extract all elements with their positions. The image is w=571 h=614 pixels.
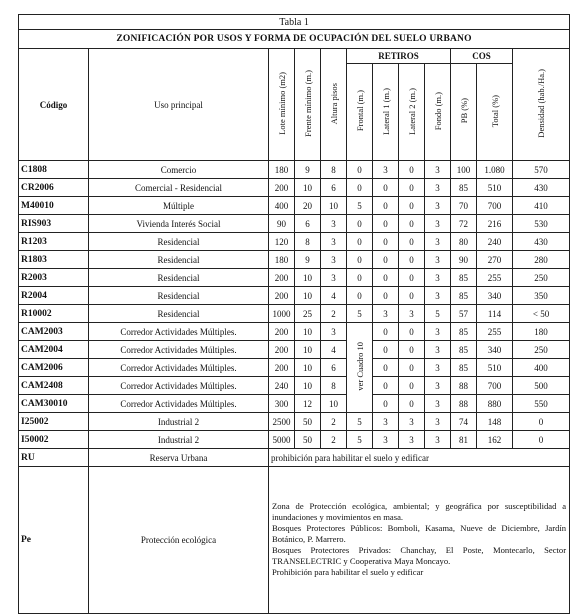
row-pb: 90 [451,251,477,269]
row-frente: 10 [295,269,321,287]
row-total: 340 [477,287,513,305]
row-use: Industrial 2 [89,413,269,431]
row-code: CAM2004 [19,341,89,359]
row-dens: 500 [513,377,570,395]
row-lote: 2500 [269,413,295,431]
row-total: 240 [477,233,513,251]
row-total: 700 [477,197,513,215]
row-code: C1808 [19,161,89,179]
row-frontal: 0 [347,215,373,233]
row-lat1: 0 [373,197,399,215]
row-use: Corredor Actividades Múltiples. [89,323,269,341]
row-lote: 1000 [269,305,295,323]
row-total: 255 [477,323,513,341]
row-lat1: 0 [373,251,399,269]
row-frente: 50 [295,431,321,449]
row-code: R1203 [19,233,89,251]
pe-line: Bosques Protectores Públicos: Bomboli, Kasama, Nueve de Diciembre, Jardín Botánico, P. Marrero. [272,523,567,544]
row-altura: 2 [321,431,347,449]
row-lat1: 0 [373,179,399,197]
row-use: Residencial [89,251,269,269]
row-fondo: 3 [425,431,451,449]
row-altura: 10 [321,395,347,413]
row-lote: 200 [269,359,295,377]
row-frente: 12 [295,395,321,413]
row-use: Residencial [89,269,269,287]
row-pb: 85 [451,341,477,359]
row-pb: 100 [451,161,477,179]
row-use: Múltiple [89,197,269,215]
row-frente: 10 [295,179,321,197]
table-row [19,413,570,431]
row-lat2: 0 [399,179,425,197]
row-pb: 85 [451,269,477,287]
row-code: CR2006 [19,179,89,197]
row-lat2: 0 [399,395,425,413]
pe-description [269,467,570,614]
row-lat2: 0 [399,233,425,251]
row-total: 255 [477,269,513,287]
row-pb: 70 [451,197,477,215]
row-frontal: 5 [347,413,373,431]
row-fondo: 3 [425,377,451,395]
header-densidad: Densidad (hab./Ha.) [536,69,547,138]
row-lote: 300 [269,395,295,413]
row-dens: 350 [513,287,570,305]
row-fondo: 3 [425,269,451,287]
row-pb: 85 [451,179,477,197]
zoning-table [18,14,570,614]
row-frontal: 5 [347,431,373,449]
row-code: CAM30010 [19,395,89,413]
row-frontal: 5 [347,197,373,215]
row-fondo: 3 [425,251,451,269]
row-use: Residencial [89,287,269,305]
row-code: CAM2408 [19,377,89,395]
row-frente: 9 [295,161,321,179]
row-lat2: 0 [399,251,425,269]
row-dens: 0 [513,413,570,431]
row-altura: 3 [321,323,347,341]
row-altura: 8 [321,377,347,395]
header-lateral2: Lateral 2 (m.) [406,87,417,135]
row-lote: 180 [269,161,295,179]
header-lote: Lote mínimo (m2) [276,72,287,135]
table-row [19,161,570,179]
row-lat1: 0 [373,215,399,233]
table-row [19,395,570,413]
header-frontal: Frontal (m.) [354,90,365,132]
table-row [19,179,570,197]
row-lat1: 0 [373,233,399,251]
row-frente: 10 [295,287,321,305]
row-frontal: 0 [347,251,373,269]
row-total: 148 [477,413,513,431]
row-dens: < 50 [513,305,570,323]
row-lat1: 0 [373,341,399,359]
row-frontal: 0 [347,233,373,251]
row-lat1: 0 [373,377,399,395]
row-lat2: 0 [399,377,425,395]
row-dens: 570 [513,161,570,179]
row-altura: 2 [321,305,347,323]
table-title: Tabla 1 [19,15,570,30]
row-dens: 250 [513,341,570,359]
row-use: Vivienda Interés Social [89,215,269,233]
row-lat2: 0 [399,359,425,377]
row-lote: 120 [269,233,295,251]
row-fondo: 3 [425,323,451,341]
row-code: R2004 [19,287,89,305]
table-row [19,233,570,251]
pe-line: Bosques Protectores Privados: Chanchay, El Poste, Montecarlo, Sector TRANSELECTRIC y Cooperativa Maya Moncayo. [272,545,567,566]
row-fondo: 3 [425,287,451,305]
row-total: 880 [477,395,513,413]
row-altura: 6 [321,179,347,197]
row-total: 114 [477,305,513,323]
row-lat2: 0 [399,341,425,359]
row-total: 340 [477,341,513,359]
table-row [19,197,570,215]
row-use: Residencial [89,233,269,251]
table-row [19,251,570,269]
header-lateral1: Lateral 1 (m.) [380,87,391,135]
pe-line: Prohibición para habilitar el suelo y edificar [272,567,424,577]
row-frontal: 0 [347,287,373,305]
row-pb: 57 [451,305,477,323]
row-lat2: 3 [399,431,425,449]
row-pb: 74 [451,413,477,431]
row-use: Comercial - Residencial [89,179,269,197]
table-row [19,359,570,377]
row-code: RIS903 [19,215,89,233]
row-use: Industrial 2 [89,431,269,449]
row-lat2: 3 [399,413,425,431]
row-lat1: 3 [373,305,399,323]
header-fondo: Fondo (m.) [432,91,443,131]
row-code: Pe [19,467,89,614]
row-frente: 10 [295,359,321,377]
row-frente: 10 [295,323,321,341]
row-use: Residencial [89,305,269,323]
row-fondo: 5 [425,305,451,323]
row-frontal: 0 [347,179,373,197]
row-total: 510 [477,179,513,197]
row-lat1: 3 [373,413,399,431]
row-code: R1803 [19,251,89,269]
row-code: CAM2006 [19,359,89,377]
row-lote: 240 [269,377,295,395]
row-fondo: 3 [425,161,451,179]
row-dens: 280 [513,251,570,269]
table-row-ru [19,449,570,467]
header-altura: Altura pisos [328,82,339,125]
row-lat2: 0 [399,287,425,305]
row-lat2: 3 [399,305,425,323]
row-code: CAM2003 [19,323,89,341]
row-fondo: 3 [425,215,451,233]
row-lat2: 0 [399,323,425,341]
row-frente: 6 [295,215,321,233]
row-pb: 85 [451,323,477,341]
row-fondo: 3 [425,413,451,431]
header-total: Total (%) [489,94,500,128]
pe-line: Zona de Protección ecológica, ambiental; y geográfica por susceptibilidad a inundaciones y movimientos en masa. [272,501,567,522]
row-altura: 3 [321,251,347,269]
row-pb: 88 [451,377,477,395]
row-lote: 200 [269,287,295,305]
row-altura: 3 [321,269,347,287]
row-lat1: 0 [373,323,399,341]
row-lote: 200 [269,323,295,341]
row-frontal: 0 [347,161,373,179]
row-pb: 72 [451,215,477,233]
row-dens: 250 [513,269,570,287]
row-altura: 2 [321,413,347,431]
row-code: M40010 [19,197,89,215]
row-use: Corredor Actividades Múltiples. [89,377,269,395]
cam-frontal-note [347,323,373,413]
row-lote: 180 [269,251,295,269]
row-use: Corredor Actividades Múltiples. [89,359,269,377]
row-lote: 5000 [269,431,295,449]
row-frontal: 0 [347,269,373,287]
row-lat1: 0 [373,395,399,413]
row-altura: 6 [321,359,347,377]
row-altura: 4 [321,287,347,305]
header-codigo: Código [19,49,89,161]
row-frontal: 5 [347,305,373,323]
table-row [19,287,570,305]
row-dens: 430 [513,233,570,251]
row-lat2: 0 [399,161,425,179]
header-frente: Frente mínimo (m.) [302,70,313,137]
header-uso: Uso principal [89,49,269,161]
row-lote: 400 [269,197,295,215]
table-subtitle: ZONIFICACIÓN POR USOS Y FORMA DE OCUPACIÓN DEL SUELO URBANO [19,30,570,49]
table-row [19,377,570,395]
row-use: Reserva Urbana [89,449,269,467]
row-lat1: 3 [373,431,399,449]
header-pb: PB (%) [458,98,469,124]
cam-frontal-note-text: ver Cuadro 10 [354,342,365,391]
row-lote: 90 [269,215,295,233]
row-pb: 85 [451,287,477,305]
table-row [19,323,570,341]
row-use: Corredor Actividades Múltiples. [89,341,269,359]
row-pb: 88 [451,395,477,413]
row-lat2: 0 [399,197,425,215]
row-frente: 9 [295,251,321,269]
row-fondo: 3 [425,197,451,215]
row-frente: 8 [295,233,321,251]
table-row [19,341,570,359]
row-total: 700 [477,377,513,395]
row-altura: 10 [321,197,347,215]
row-pb: 81 [451,431,477,449]
row-altura: 8 [321,161,347,179]
row-code: R2003 [19,269,89,287]
row-lote: 200 [269,341,295,359]
row-frente: 10 [295,377,321,395]
table-row-pe [19,467,570,614]
row-altura: 3 [321,215,347,233]
row-lat1: 0 [373,269,399,287]
row-fondo: 3 [425,395,451,413]
row-lote: 200 [269,179,295,197]
row-code: I50002 [19,431,89,449]
row-total: 216 [477,215,513,233]
row-fondo: 3 [425,341,451,359]
table-row [19,215,570,233]
header-cos: COS [451,49,513,64]
row-lat1: 0 [373,287,399,305]
row-frente: 20 [295,197,321,215]
row-total: 510 [477,359,513,377]
row-total: 270 [477,251,513,269]
row-total: 1.080 [477,161,513,179]
row-lote: 200 [269,269,295,287]
row-dens: 550 [513,395,570,413]
row-frente: 10 [295,341,321,359]
row-lat2: 0 [399,269,425,287]
row-fondo: 3 [425,179,451,197]
table-row [19,431,570,449]
row-dens: 180 [513,323,570,341]
row-lat1: 3 [373,161,399,179]
row-dens: 430 [513,179,570,197]
row-fondo: 3 [425,359,451,377]
row-frente: 50 [295,413,321,431]
row-use: Comercio [89,161,269,179]
row-pb: 80 [451,233,477,251]
row-altura: 4 [321,341,347,359]
row-frente: 25 [295,305,321,323]
row-code: RU [19,449,89,467]
row-total: 162 [477,431,513,449]
row-use: Corredor Actividades Múltiples. [89,395,269,413]
row-code: R10002 [19,305,89,323]
row-code: I25002 [19,413,89,431]
zoning-table-frame [18,14,569,614]
table-row [19,269,570,287]
row-lat1: 0 [373,359,399,377]
row-dens: 0 [513,431,570,449]
row-lat2: 0 [399,215,425,233]
ru-note: prohibición para habilitar el suelo y edificar [269,449,570,467]
row-dens: 410 [513,197,570,215]
row-use: Protección ecológica [89,467,269,614]
table-row [19,305,570,323]
row-dens: 530 [513,215,570,233]
row-dens: 400 [513,359,570,377]
row-pb: 85 [451,359,477,377]
row-fondo: 3 [425,233,451,251]
header-retiros: RETIROS [347,49,451,64]
row-altura: 3 [321,233,347,251]
